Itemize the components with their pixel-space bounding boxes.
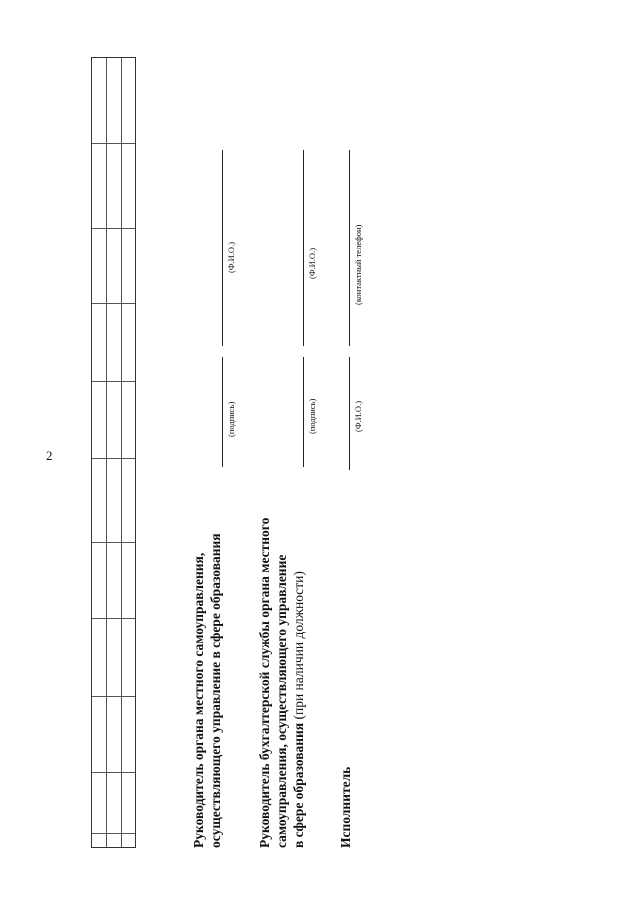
head-signature-title [190, 533, 224, 848]
accountant-title-line3: в сфере образования [291, 722, 306, 848]
table-row-divider [92, 458, 135, 459]
accountant-signature-line [303, 357, 304, 467]
table-row-divider [92, 303, 135, 304]
executor-phone-line [349, 150, 350, 346]
accountant-signature-title [256, 518, 307, 848]
executor-name-line [349, 357, 350, 470]
page-number: 2 [46, 448, 53, 463]
accountant-name-caption: (Ф.И.О.) [307, 247, 317, 279]
head-title-line1: Руководитель органа местного самоуправления, [191, 552, 206, 848]
head-name-line [222, 150, 223, 346]
table-row-divider [92, 381, 135, 382]
table-row-divider [92, 228, 135, 229]
accountant-signature-caption: (подпись) [307, 398, 317, 434]
executor-phone-caption: (контактный телефон) [353, 224, 363, 305]
head-title-line2: осуществляющего управление в сфере образования [208, 533, 223, 848]
head-signature-line [222, 357, 223, 467]
table-row-divider [92, 618, 135, 619]
accountant-title-line1: Руководитель бухгалтерской службы органа местного [257, 517, 272, 848]
table-row-divider [92, 772, 135, 773]
data-table [91, 57, 136, 848]
table-column-divider [106, 58, 107, 847]
executor-title: Исполнитель [338, 766, 353, 848]
head-signature-caption: (подпись) [226, 401, 236, 437]
head-name-caption: (Ф.И.О.) [226, 241, 236, 273]
executor-name-caption: (Ф.И.О.) [353, 400, 363, 432]
accountant-title-line2: самоуправления, осуществляющего управление [274, 554, 289, 848]
accountant-title-note: (при наличии должности) [291, 571, 306, 723]
table-row-divider [92, 143, 135, 144]
table-row-divider [92, 542, 135, 543]
table-row-divider [92, 696, 135, 697]
table-column-divider [121, 58, 122, 847]
table-row-divider [92, 833, 135, 834]
accountant-name-line [303, 150, 304, 346]
